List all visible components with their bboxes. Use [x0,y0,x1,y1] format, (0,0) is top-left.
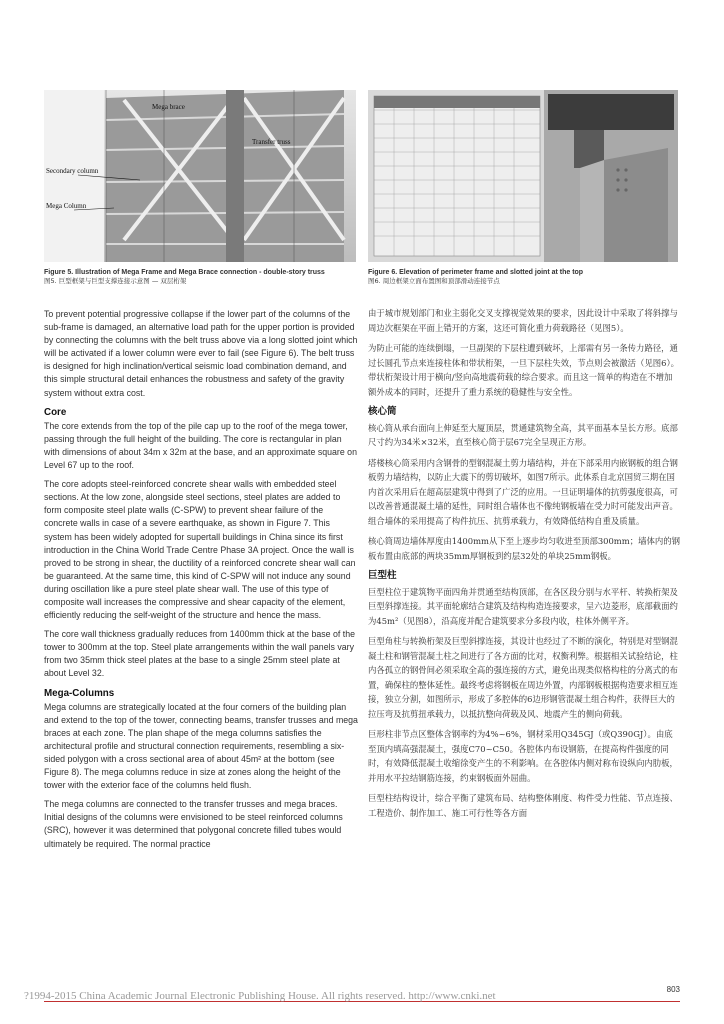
paragraph: To prevent potential progressive collapse if the lower part of the columns of the sub-frame is damaged, an alternative load path for the upper portion is provided by connecting the columns with the belt truss above via a long slotted joint which will be activated if a lower column were ever to fail (see Figure 6). The belt truss is designed for high inclination/vertical seismic load combination demand, and this simple structural detail enhances the robustness and safety of the gravity system without extra cost. [44,309,358,398]
figure-6-caption-zh: 图6. 周边框架立面布置图和顶部滑动连接节点 [368,277,500,285]
label-secondary-column: Secondary column [46,167,99,175]
paragraph: The mega columns are connected to the transfer trusses and mega braces. Initial designs of the columns were envisioned to be steel reinforced columns (SRC), however it was determined that polygonal concrete filled tubes would ultimately be required. The normal practice [44,799,343,849]
section-heading-core: Core [44,406,67,418]
figure-5-image [44,90,356,262]
figure-5-caption-en: Figure 5. Illustration of Mega Frame and Mega Brace connection - double-story truss [44,269,325,276]
section-heading-mega-columns-zh: 巨型柱 [368,570,397,581]
figure-6-caption-en: Figure 6. Elevation of perimeter frame and slotted joint at the top [368,269,584,276]
paragraph: The core extends from the top of the pile cap up to the roof of the mega tower, passing through the full height of the building. The core is rectangular in plan with dimensions of about 34m x 32m at the base, and an approximate square on Level 67 up to the roof. [44,420,357,471]
paragraph: The core adopts steel-reinforced concrete shear walls with embedded steel sections. At the low zone, alongside steel sections, steel plates are added to form composite steel plate walls (C-SPW) to prevent shear failure of the concrete walls in case of a severe earthquake, as shown in Figure 7. This system has been widely adopted for supertall buildings in China since its first introduction in the China World Trade Centre Phase 3A project. Once the wall is proved to be strong in shear, the ductility of a reinforced concrete shear wall can be guaranteed. At the same time, this kind of C-SPW will not induce any sound during oscillation like a pure steel plate shear wall. The use of this type of composite wall increases the compressive and shear capacity of the element, efficiently reducing the self-weight of the structure and hence the mass. [44,479,356,621]
paragraph: 巨形柱非节点区整体含钢率约为4%~6%，钢材采用Q345GJ（或Q390GJ）。由底至顶内填高强混凝土，强度C70~C50。各腔体内布设钢筋，在提高构件强度的同时，有效降低混凝土收缩徐变产生的不利影响。在各腔体内侧对称布设纵向内肋板，并用水平拉结钢筋连接，约束钢板面外屈曲。 [368,729,678,783]
section-heading-mega-columns: Mega-Columns [44,687,115,699]
paragraph: 巨型角柱与转换桁架及巨型斜撑连接，其设计也经过了不断的演化，特别是对型钢混凝土柱和钢管混凝土柱之间进行了各方面的比对，权衡利弊。根据相关试验结论，柱内各孤立的钢骨间必须采取全高的强连接的方式，避免出现类似格构柱的分离式的布置，确保柱的整体延性。最终考虑将钢板在周边外置，内部钢板根据构造要求相互连接，独立分割，如图所示，形成了多腔体的6边形钢管混凝土组合构件，获得巨大的拉压弯及抗剪扭承载力，以抵抗整向荷载及风、地震产生的侧向荷载。 [368,636,678,719]
label-transfer-truss: Transfer truss [252,138,291,146]
figure-6-image [368,90,678,262]
paragraph: 核心筒周边墙体厚度由1400mm从下至上逐步均匀收进至顶部300mm；墙体内的钢板布置由底部的两块35mm厚钢板到约层32处的单块25mm钢板。 [368,536,680,561]
section-heading-core-zh: 核心筒 [368,406,397,417]
label-mega-brace: Mega brace [152,103,185,111]
paragraph: 塔楼核心筒采用内含钢骨的型钢混凝土剪力墙结构，并在下部采用内嵌钢板的组合钢板剪力墙结构，以防止大震下的剪切破坏，如图7所示。此体系自北京国贸三期在国内首次采用后在超高层建筑中得到了广泛的应用。一旦证明墙体的抗剪强度很高，可以改善普通混凝土墙的延性，同时组合墙体也不像纯钢板墙在受力时可能发出声音。组合墙体的采用提高了构件抗压、抗剪承载力，有效降低结构自重及质量。 [368,457,678,526]
page-number: 803 [666,985,680,994]
chinese-text-column [368,306,680,826]
paragraph: 核心筒从承台面向上伸延至大厦顶层，贯通建筑物全高，其平面基本呈长方形。底部尺寸约为34米×32米，直至核心筒于层67完全呈现正方形。 [368,422,678,447]
copyright-notice: ?1994-2015 China Academic Journal Electronic Publishing House. All rights reserved. http://www.cnki.net [24,990,496,1002]
paragraph: The core wall thickness gradually reduces from 1400mm thick at the base of the tower to 300mm at the top. Steel plate arrangements within the wall panels vary from two 35mm thick steel plates at the base to a single 25mm steel plate at about Level 32. [44,629,355,679]
paragraph: Mega columns are strategically located at the four corners of the building plan and extend to the top of the tower, connecting beams, transfer trusses and mega braces at each zone. The plan shape of the mega columns satisfies the architectural profile and structural connection requirements, resembling a six-sided polygon with a cross sectional area of about 45m² at the bottom (see Figure 8). The mega columns reduce in size at zones along the height of the tower with the exterior face of the columns held flush. [44,701,358,791]
paragraph: 巨型柱结构设计，综合平衡了建筑布局、结构整体刚度、构件受力性能、节点连接、工程造价、制作加工、施工可行性等各方面 [368,793,678,818]
paragraph: 由于城市规划部门和业主弱化交叉支撑视觉效果的要求，因此设计中采取了将斜撑与周边次框架在平面上错开的方案，这还可简化重力荷载路径（见图5）。 [368,308,678,333]
paragraph: 为防止可能的连续倒塌，一旦副架的下层柱遭到破坏，上部需有另一条传力路径，通过长圆孔节点来连接柱体和带状桁架，一旦下层柱失效，节点则会被激活（见图6）。带状桁架设计用于横向/竖向高地震荷载的综合要求。而且这一简单的构造在不增加额外成本的同时，还提升了重力系统的稳健性与安全性。 [368,343,680,397]
english-text-column [44,308,358,857]
label-mega-column: Mega Column [46,202,87,210]
figure-5-caption-zh: 图5. 巨型框架与巨型支撑连接示意图 — 双层桁架 [44,277,187,285]
paragraph: 巨型柱位于建筑物平面四角并贯通至结构顶部，在各区段分别与水平杆、转换桁架及巨型斜撑连接。其平面轮廓结合建筑及结构构造连接要求，呈六边菱形，底部截面约为45m²（见图8），沿高度并配合建筑要求分多段内收，柱体外侧平齐。 [368,586,678,626]
